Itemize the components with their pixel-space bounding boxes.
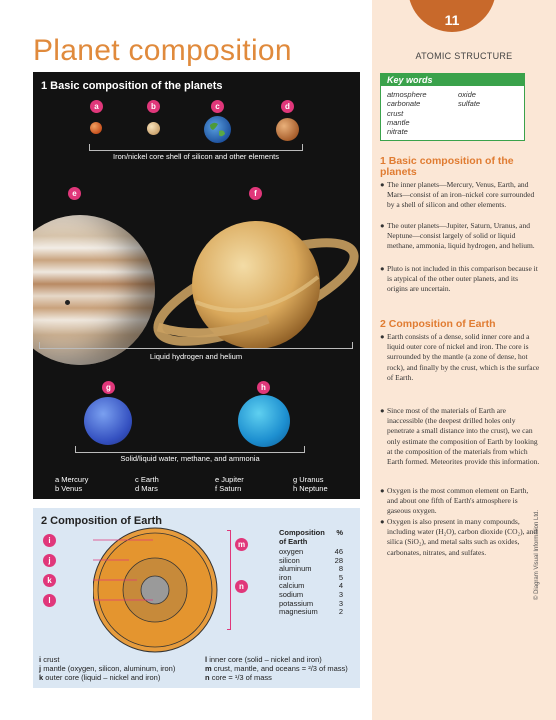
marker-l: l bbox=[43, 594, 56, 607]
planet-venus bbox=[147, 122, 160, 135]
legend-c: c Earth bbox=[135, 475, 159, 484]
copyright-notice: © Diagram Visual Information Ltd. bbox=[534, 509, 540, 600]
legend-b: b Venus bbox=[55, 484, 83, 493]
marker-a: a bbox=[90, 100, 103, 113]
table-row: iron 5 bbox=[279, 572, 343, 582]
key-words-col2 bbox=[458, 90, 480, 109]
keyword: crust bbox=[387, 108, 404, 118]
marker-e: e bbox=[68, 187, 81, 200]
bullet-inaccessible: ● Since most of the materials of Earth are inaccessible (the deepest drilled holes only penetrate a small distance into the crust), we can only estimate the composition of Earth by looking at the composition of the materials from which Earth formed. Meteorites provide this information. bbox=[380, 406, 540, 467]
marker-k: k bbox=[43, 574, 56, 587]
marker-c: c bbox=[211, 100, 224, 113]
bullet-inner-planets: ● The inner planets—Mercury, Venus, Earth, and Mars—consist of an iron–nickel core surrounded by a shell of silicon and other elements. bbox=[380, 180, 535, 210]
marker-b: b bbox=[147, 100, 160, 113]
earth-land-icon bbox=[204, 116, 231, 143]
table-head-row bbox=[279, 528, 343, 537]
bracket-giants bbox=[39, 342, 353, 349]
keyword: mantle bbox=[387, 117, 410, 127]
earth-composition-panel bbox=[33, 508, 360, 688]
mass-bracket bbox=[227, 530, 231, 630]
sidebar-heading-2: 2 Composition of Earth bbox=[380, 318, 496, 330]
key-words-title: Key words bbox=[381, 74, 524, 86]
bullet-pluto: ● Pluto is not included in this comparison because it is atypical of the other outer planets, and its origins are uncertain. bbox=[380, 264, 538, 294]
bullet-oxygen-compounds: ● Oxygen is also present in many compounds, including water (H₂O), carbon dioxide (CO₂), and silica (SiO₂), and metal salts such as oxides, carbonates, nitrates, and sulfates. bbox=[380, 517, 538, 557]
marker-h: h bbox=[257, 381, 270, 394]
table-row: silicon 28 bbox=[279, 555, 343, 565]
table-row: magnesium 2 bbox=[279, 607, 343, 617]
marker-g: g bbox=[102, 381, 115, 394]
key-words-col1 bbox=[387, 90, 427, 136]
bracket-ice bbox=[75, 446, 305, 453]
table-row: potassium 3 bbox=[279, 598, 343, 608]
table-row: aluminum 8 bbox=[279, 564, 343, 574]
chapter-title: ATOMIC STRUCTURE bbox=[415, 51, 513, 61]
marker-n: n bbox=[235, 580, 248, 593]
label-giants-composition: Liquid hydrogen and helium bbox=[149, 352, 243, 361]
table-unit: % bbox=[336, 528, 343, 537]
keyword: sulfate bbox=[458, 99, 481, 109]
sidebar-heading-1: 1 Basic composition of the planets bbox=[380, 155, 514, 178]
planets-panel bbox=[33, 72, 360, 499]
label-inner-composition: Iron/nickel core shell of silicon and other elements bbox=[113, 152, 279, 161]
keyword: nitrate bbox=[387, 127, 408, 137]
key-words-box bbox=[380, 73, 525, 141]
legend-g: g Uranus bbox=[293, 475, 324, 484]
legend-f: f Saturn bbox=[215, 484, 242, 493]
page-title: Planet composition bbox=[33, 34, 292, 67]
legend-d: d Mars bbox=[135, 484, 158, 493]
footnote-l: l inner core (solid – nickel and iron) bbox=[205, 655, 322, 664]
section2-heading: 2 Composition of Earth bbox=[41, 515, 162, 527]
keyword: atmosphere bbox=[387, 90, 427, 99]
bullet-earth-layers: ● Earth consists of a dense, solid inner core and a liquid outer core of nickel and iron. The core is surrounded by the mantle (a zone of dense, hot rock), and finally by the crust, which is the surface of Earth. bbox=[380, 332, 540, 382]
section1-heading: 1 Basic composition of the planets bbox=[41, 80, 223, 92]
marker-j: j bbox=[43, 554, 56, 567]
bullet-oxygen-common: ● Oxygen is the most common element on Earth, and about one fifth of Earth's atmosphere is gaseous oxygen. bbox=[380, 486, 529, 516]
legend-h: h Neptune bbox=[293, 484, 328, 493]
planet-mars bbox=[276, 118, 299, 141]
label-ice-composition: Solid/liquid water, methane, and ammonia bbox=[120, 454, 260, 463]
footnote-n: n core = ¹/3 of mass bbox=[205, 673, 272, 682]
footnote-j: j mantle (oxygen, silicon, aluminum, iron) bbox=[39, 664, 176, 673]
planet-uranus bbox=[84, 397, 132, 445]
table-row: oxygen 46 bbox=[279, 547, 343, 556]
marker-m: m bbox=[235, 538, 248, 551]
bracket-inner bbox=[89, 144, 303, 151]
legend-e: e Jupiter bbox=[215, 475, 244, 484]
footnotes-left bbox=[39, 655, 175, 682]
marker-d: d bbox=[281, 100, 294, 113]
composition-table bbox=[279, 528, 343, 617]
planet-neptune bbox=[238, 395, 290, 447]
footnote-m: m crust, mantle, and oceans = ²/3 of mass) bbox=[205, 664, 348, 673]
table-row: sodium 3 bbox=[279, 589, 343, 599]
keyword: carbonate bbox=[387, 99, 421, 109]
keyword: oxide bbox=[458, 90, 476, 99]
earth-cross-section bbox=[93, 520, 223, 662]
footnote-k: k outer core (liquid – nickel and iron) bbox=[39, 673, 161, 682]
planet-mercury bbox=[90, 122, 102, 134]
marker-i: i bbox=[43, 534, 56, 547]
footnotes-right bbox=[205, 655, 348, 682]
planet-earth bbox=[204, 116, 231, 143]
moon-shadow-icon bbox=[65, 300, 70, 305]
table-head-label: Composition bbox=[279, 528, 325, 537]
page-number: 11 bbox=[444, 12, 460, 28]
footnote-i: i crust bbox=[39, 655, 60, 664]
legend-a: a Mercury bbox=[55, 475, 89, 484]
table-row: calcium 4 bbox=[279, 581, 343, 591]
bullet-outer-planets: ● The outer planets—Jupiter, Saturn, Uranus, and Neptune—consist largely of solid or liquid methane, ammonia, liquid hydrogen, and helium. bbox=[380, 221, 535, 251]
marker-f: f bbox=[249, 187, 262, 200]
table-subhead: of Earth bbox=[279, 537, 308, 546]
